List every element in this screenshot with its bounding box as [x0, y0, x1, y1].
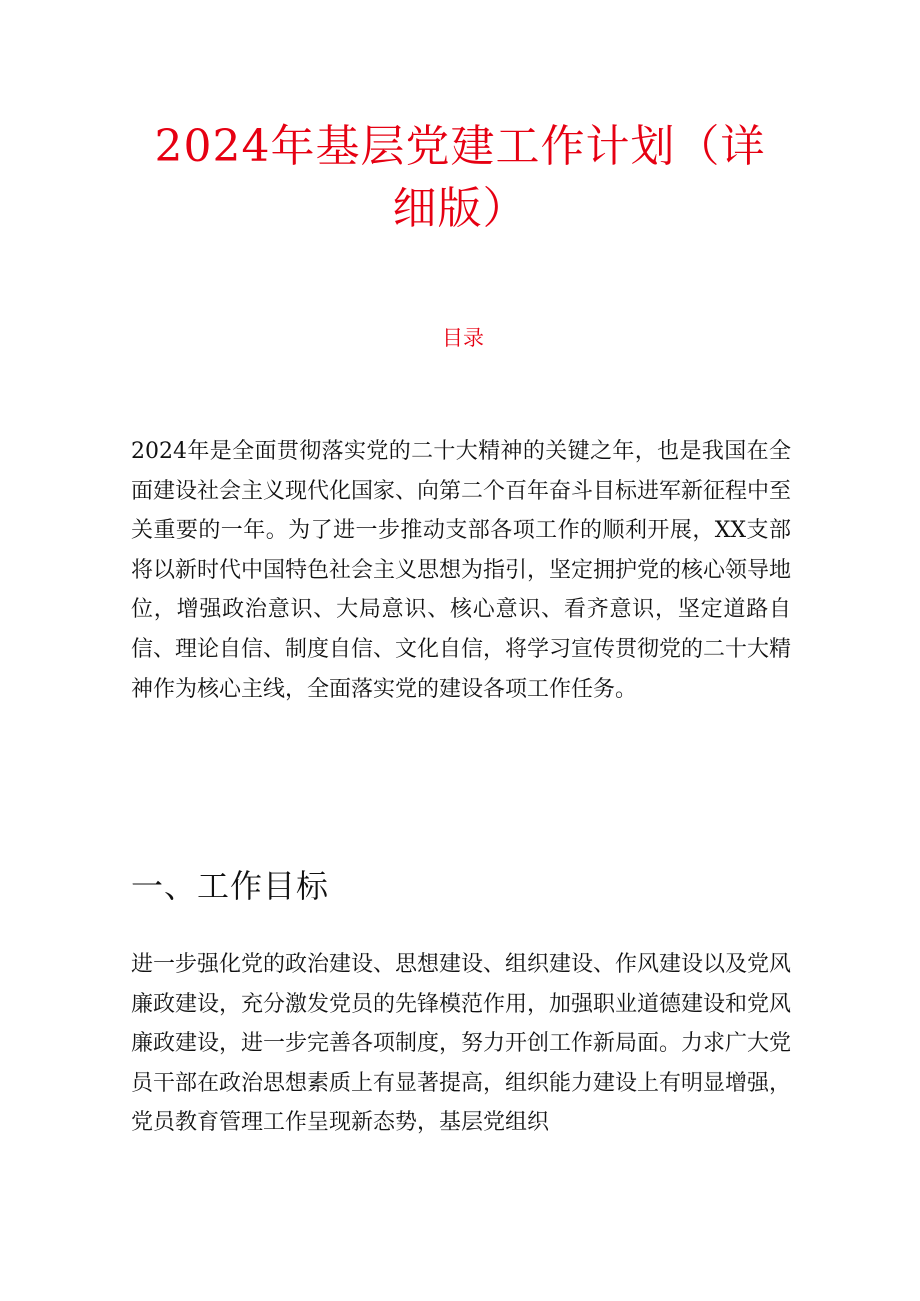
document-title: [150, 116, 770, 240]
work-goals-paragraph: 进一步强化党的政治建设、思想建设、组织建设、作风建设以及党风廉政建设，充分激发党员的先锋模范作用，加强职业道德建设和党风廉政建设，进一步完善各项制度，努力开创工作新局面。力求广大党员干部在政治思想素质上有显著提高，组织能力建设上有明显增强，党员教育管理工作呈现新态势，基层党组织: [131, 952, 792, 1136]
table-of-contents-label: 目录: [442, 326, 484, 350]
section-heading-work-goals: 一、工作目标: [131, 867, 330, 905]
document-title-line-2: 细版）: [392, 183, 528, 234]
document-title-line-1: 2024年基层党建工作计划（详: [154, 121, 766, 172]
intro-paragraph: 2024年是全面贯彻落实党的二十大精神的关键之年，也是我国在全面建设社会主义现代化国家、向第二个百年奋斗目标进军新征程中至关重要的一年。为了进一步推动支部各项工作的顺利开展，XX支部将以新时代中国特色社会主义思想为指引，坚定拥护党的核心领导地位，增强政治意识、大局意识、核心意识、看齐意识，坚定道路自信、理论自信、制度自信、文化自信，将学习宣传贯彻党的二十大精神作为核心主线，全面落实党的建设各项工作任务。: [131, 439, 792, 702]
